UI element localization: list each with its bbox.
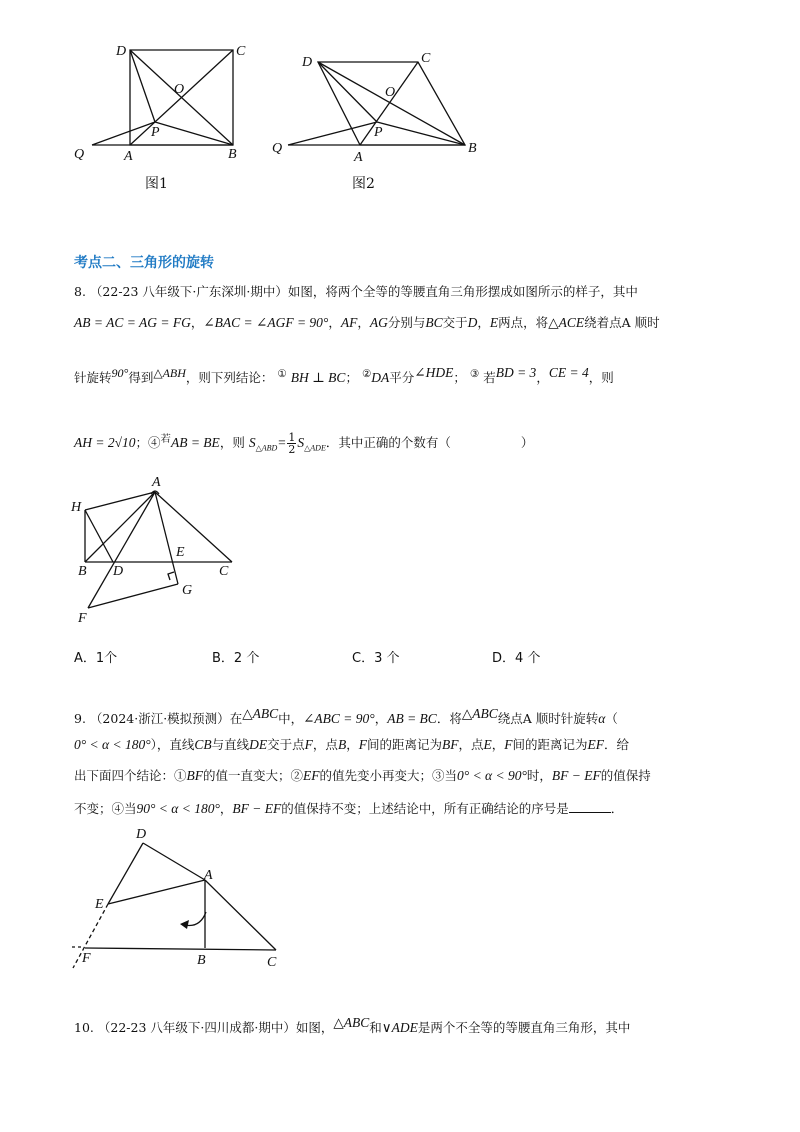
segment-ac bbox=[205, 880, 276, 950]
sep: ， bbox=[491, 737, 505, 752]
q9-number: 9. bbox=[74, 711, 86, 727]
q9-bf: BF bbox=[441, 737, 459, 752]
circled-4: ④ bbox=[148, 435, 161, 451]
text: 得到 bbox=[128, 370, 154, 386]
sep: ， bbox=[536, 370, 549, 386]
q8-bd-3: BD = 3 bbox=[495, 365, 537, 380]
q9-ab-bc: AB = BC bbox=[387, 711, 437, 727]
label-d: D bbox=[302, 55, 313, 70]
label-b: B bbox=[78, 564, 87, 579]
q10-tri-ade: ∨ADE bbox=[381, 1020, 418, 1036]
text: 如图， bbox=[295, 1020, 334, 1036]
text: 的值先变小再变大；③当 bbox=[319, 768, 458, 783]
segment-ea bbox=[108, 880, 205, 904]
sep: ， bbox=[346, 737, 359, 752]
q9-line-3 bbox=[74, 767, 651, 785]
q9-f: F bbox=[304, 737, 313, 752]
segment-fg bbox=[88, 584, 178, 608]
label-o: O bbox=[174, 82, 185, 97]
sep: ， bbox=[477, 315, 490, 330]
segment-qp bbox=[92, 122, 155, 145]
sep: ； bbox=[453, 370, 466, 386]
answer-blank[interactable] bbox=[569, 800, 611, 813]
segment-de bbox=[108, 843, 143, 904]
label-c: C bbox=[267, 955, 277, 970]
sub: △ABD bbox=[255, 443, 278, 453]
label-f: F bbox=[82, 951, 91, 966]
text: 与直线 bbox=[211, 737, 250, 752]
text: 分别与 bbox=[387, 315, 426, 330]
figure-1 bbox=[60, 35, 270, 195]
text: 中， bbox=[278, 711, 304, 727]
q9-f3: F bbox=[504, 737, 513, 752]
q8-bh-perp-bc: BH ⊥ BC bbox=[290, 370, 346, 386]
denominator: 2 bbox=[288, 443, 296, 457]
text: 和 bbox=[369, 1020, 382, 1036]
circled-1: ① bbox=[277, 368, 287, 380]
q10-tri-abc: △ABC bbox=[333, 1015, 370, 1030]
q8-line-4 bbox=[74, 430, 533, 458]
text: 在 bbox=[229, 711, 243, 727]
q8-s-ade bbox=[297, 435, 326, 453]
text: 两点，将 bbox=[498, 315, 549, 330]
segment-af bbox=[88, 492, 155, 608]
section-title: 考点二、三角形的旋转 bbox=[74, 255, 214, 271]
label-c: C bbox=[219, 564, 229, 579]
q9-b: B bbox=[337, 737, 347, 752]
s: S bbox=[248, 435, 256, 451]
q9-e: E bbox=[483, 737, 492, 752]
label-p: P bbox=[151, 125, 160, 140]
q8-90deg: 90° bbox=[111, 366, 129, 380]
text: ．其中正确的个数有（ bbox=[325, 435, 451, 451]
q10-line-1 bbox=[74, 1014, 630, 1037]
text: 绕着点A 顺时 bbox=[584, 315, 660, 330]
q8-line-2 bbox=[74, 314, 660, 332]
q9-cb: CB bbox=[194, 737, 212, 752]
text: 针旋转 bbox=[74, 370, 112, 386]
q8-line-1 bbox=[74, 283, 638, 301]
q8-tri-abh: △ABH bbox=[153, 366, 186, 380]
sep: ； bbox=[135, 435, 149, 451]
text: ） bbox=[520, 435, 534, 451]
q8-bc: BC bbox=[425, 315, 443, 330]
q8-option-c[interactable]: C．3 个 bbox=[352, 651, 400, 666]
label-b: B bbox=[468, 141, 477, 156]
q9-alpha: α bbox=[598, 711, 606, 727]
text: ．将 bbox=[436, 711, 462, 727]
numerator: 1 bbox=[288, 431, 296, 445]
q8-ag: AG bbox=[369, 315, 388, 330]
label-e: E bbox=[176, 545, 185, 560]
label-b: B bbox=[228, 147, 237, 162]
q8-option-b[interactable]: B．2 个 bbox=[212, 651, 260, 666]
text: ． bbox=[610, 801, 624, 816]
q9-ef: EF bbox=[587, 737, 605, 752]
q9-figure bbox=[60, 825, 290, 975]
figure-2 bbox=[270, 35, 490, 195]
q9-range-2: 0° < α < 90° bbox=[457, 768, 527, 783]
q8-figure bbox=[65, 470, 240, 630]
sep: ， bbox=[328, 315, 341, 330]
label-d: D bbox=[136, 827, 147, 842]
q8-e: E bbox=[489, 315, 499, 330]
text: ，则 bbox=[588, 370, 614, 386]
s: S bbox=[297, 435, 305, 451]
rotation-arrowhead bbox=[180, 920, 189, 929]
text: 若 bbox=[483, 370, 496, 386]
q8-option-a[interactable]: A．1个 bbox=[74, 651, 118, 666]
segment-ac bbox=[155, 492, 232, 562]
fraction-half bbox=[287, 432, 296, 455]
label-d: D bbox=[116, 44, 127, 59]
label-a: A bbox=[204, 868, 213, 883]
q9-f2: F bbox=[358, 737, 367, 752]
text: ．给 bbox=[604, 737, 630, 752]
q9-bf-minus-ef-2: BF − EF bbox=[232, 801, 282, 816]
label-d: D bbox=[113, 564, 124, 579]
text: 绕点A 顺时针旋转 bbox=[497, 711, 599, 727]
q8-tri-ace: △ACE bbox=[548, 315, 585, 330]
label-p: P bbox=[374, 125, 383, 140]
q9-de: DE bbox=[249, 737, 268, 752]
q8-text-1: 如图，将两个全等的等腰直角三角形摆成如图所示的样子，其中 bbox=[287, 284, 638, 299]
sep: ， bbox=[357, 315, 370, 330]
q9-line-4 bbox=[74, 800, 623, 818]
circled-3: ③ bbox=[469, 368, 480, 380]
sep: ， bbox=[190, 315, 204, 330]
label-o: O bbox=[385, 85, 396, 100]
sep: ， bbox=[219, 801, 233, 816]
q9-line-2 bbox=[74, 736, 629, 754]
q8-d: D bbox=[467, 315, 478, 330]
text: 平分 bbox=[389, 370, 415, 386]
q8-option-d[interactable]: D．4 个 bbox=[492, 651, 541, 666]
text: 交于点 bbox=[267, 737, 305, 752]
q9-source: （2024·浙江·模拟预测） bbox=[89, 711, 230, 727]
q9-tri-abc: △ABC bbox=[242, 706, 279, 721]
segment-dp bbox=[318, 62, 377, 122]
q9-line-1 bbox=[74, 705, 618, 728]
circled-2: ② bbox=[361, 368, 372, 380]
label-e: E bbox=[95, 897, 104, 912]
text: ，点 bbox=[312, 737, 338, 752]
segment-ag bbox=[155, 492, 178, 584]
q8-ce-4: CE = 4 bbox=[548, 365, 589, 380]
text: 间的距离记为 bbox=[512, 737, 588, 752]
segment-hd bbox=[85, 510, 113, 562]
q8-eq-ab-ac-ag-fg: AB = AC = AG = FG bbox=[74, 315, 191, 330]
right-angle-mark-g bbox=[168, 572, 174, 580]
q9-bf-2: BF bbox=[186, 768, 204, 783]
q8-eq-angles: ∠BAC = ∠AGF = 90° bbox=[203, 315, 329, 330]
text: （ bbox=[605, 711, 618, 727]
segment-pb bbox=[377, 122, 465, 145]
sep: ，则 bbox=[219, 435, 245, 451]
text: 若 bbox=[160, 433, 171, 445]
q9-angle-abc: ∠ABC = 90° bbox=[303, 711, 375, 727]
diagonal-ca bbox=[360, 62, 418, 145]
label-b: B bbox=[197, 953, 206, 968]
segment-qp bbox=[288, 122, 377, 145]
text: 出下面四个结论：① bbox=[74, 768, 187, 783]
text: 的值保持不变；上述结论中，所有正确结论的序号是 bbox=[281, 801, 569, 816]
label-h: H bbox=[71, 500, 82, 515]
segment-fc bbox=[85, 948, 276, 950]
q8-af: AF bbox=[340, 315, 358, 330]
text: ，则下列结论： bbox=[185, 370, 274, 386]
label-q: Q bbox=[74, 147, 85, 162]
q9-ef-2: EF bbox=[303, 768, 320, 783]
q8-source: （22-23 八年级下·广东深圳·期中） bbox=[89, 284, 288, 299]
label-f: F bbox=[78, 611, 87, 626]
label-g: G bbox=[182, 583, 193, 598]
q8-ab-be: AB = BE bbox=[170, 435, 220, 451]
text: 不变；④当 bbox=[74, 801, 137, 816]
text: 是两个不全等的等腰直角三角形，其中 bbox=[417, 1020, 631, 1036]
text: 间的距离记为 bbox=[366, 737, 442, 752]
label-q: Q bbox=[272, 141, 283, 156]
q8-s-abd bbox=[248, 435, 278, 453]
label-c: C bbox=[421, 51, 431, 66]
equals: = bbox=[277, 435, 287, 451]
figure-1-caption: 图1 bbox=[145, 176, 168, 192]
text: ），直线 bbox=[150, 737, 195, 752]
text: ，点 bbox=[458, 737, 484, 752]
q8-line-3 bbox=[74, 364, 614, 387]
sep: ； bbox=[345, 370, 358, 386]
label-a: A bbox=[354, 150, 363, 165]
q8-ah-value: AH = 2√10 bbox=[74, 435, 136, 451]
q8-angle-hde: ∠HDE bbox=[414, 365, 454, 380]
text: 的值保持 bbox=[600, 768, 651, 783]
q9-range-3: 90° < α < 180° bbox=[136, 801, 220, 816]
diagonal-db bbox=[318, 62, 465, 145]
text: 时， bbox=[526, 768, 552, 783]
sep: ， bbox=[374, 711, 388, 727]
label-a: A bbox=[152, 475, 161, 490]
label-a: A bbox=[124, 149, 133, 164]
q9-bf-minus-ef: BF − EF bbox=[551, 768, 601, 783]
q8-da: DA bbox=[371, 370, 390, 386]
q8-number: 8. bbox=[74, 284, 86, 299]
q10-source: （22-23 八年级下·四川成都·期中） bbox=[97, 1020, 296, 1036]
figure-2-caption: 图2 bbox=[352, 176, 375, 192]
q10-number: 10. bbox=[74, 1020, 94, 1036]
q9-range-1: 0° < α < 180° bbox=[74, 737, 151, 752]
q9-tri-abc-2: △ABC bbox=[461, 706, 498, 721]
segment-da bbox=[143, 843, 205, 880]
label-c: C bbox=[236, 44, 246, 59]
segment-ha bbox=[85, 492, 155, 510]
sub: △ADE bbox=[304, 443, 326, 453]
text: 交于 bbox=[442, 315, 468, 330]
text: 的值一直变大；② bbox=[203, 768, 304, 783]
